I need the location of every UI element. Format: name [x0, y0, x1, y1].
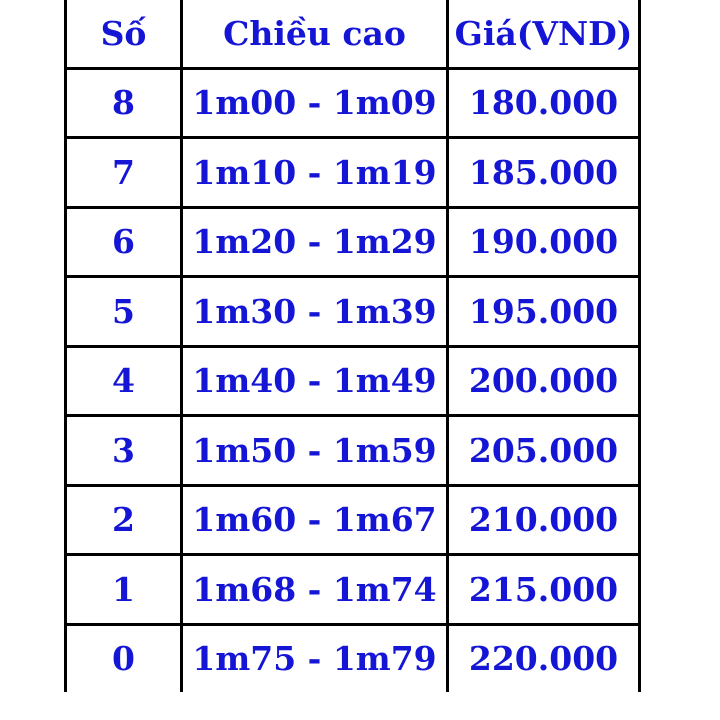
price-cell: 195.000	[448, 277, 640, 347]
height-cell: 1m20 - 1m29	[182, 207, 448, 277]
price-cell: 190.000	[448, 207, 640, 277]
header-height: Chiều cao	[182, 0, 448, 68]
price-cell: 200.000	[448, 346, 640, 416]
price-cell: 180.000	[448, 68, 640, 138]
size-number-cell: 3	[66, 416, 182, 486]
table-row	[66, 485, 640, 555]
header-price: Giá(VND)	[448, 0, 640, 68]
size-price-table	[64, 0, 641, 692]
price-cell: 210.000	[448, 485, 640, 555]
table-row	[66, 68, 640, 138]
price-cell: 215.000	[448, 555, 640, 625]
size-number-cell: 8	[66, 68, 182, 138]
height-cell: 1m10 - 1m19	[182, 138, 448, 208]
price-cell: 185.000	[448, 138, 640, 208]
height-cell: 1m40 - 1m49	[182, 346, 448, 416]
height-cell: 1m68 - 1m74	[182, 555, 448, 625]
size-number-cell: 0	[66, 624, 182, 692]
price-cell: 220.000	[448, 624, 640, 692]
height-cell: 1m75 - 1m79	[182, 624, 448, 692]
table-row	[66, 555, 640, 625]
table-row	[66, 138, 640, 208]
price-cell: 205.000	[448, 416, 640, 486]
height-cell: 1m50 - 1m59	[182, 416, 448, 486]
size-number-cell: 5	[66, 277, 182, 347]
height-cell: 1m60 - 1m67	[182, 485, 448, 555]
table-row	[66, 207, 640, 277]
table-header-row	[66, 0, 640, 68]
table-row	[66, 277, 640, 347]
size-number-cell: 2	[66, 485, 182, 555]
size-number-cell: 6	[66, 207, 182, 277]
table-row	[66, 346, 640, 416]
header-size-number: Số	[66, 0, 182, 68]
height-cell: 1m00 - 1m09	[182, 68, 448, 138]
table-row	[66, 624, 640, 692]
size-number-cell: 7	[66, 138, 182, 208]
size-number-cell: 4	[66, 346, 182, 416]
height-cell: 1m30 - 1m39	[182, 277, 448, 347]
table-row	[66, 416, 640, 486]
size-number-cell: 1	[66, 555, 182, 625]
